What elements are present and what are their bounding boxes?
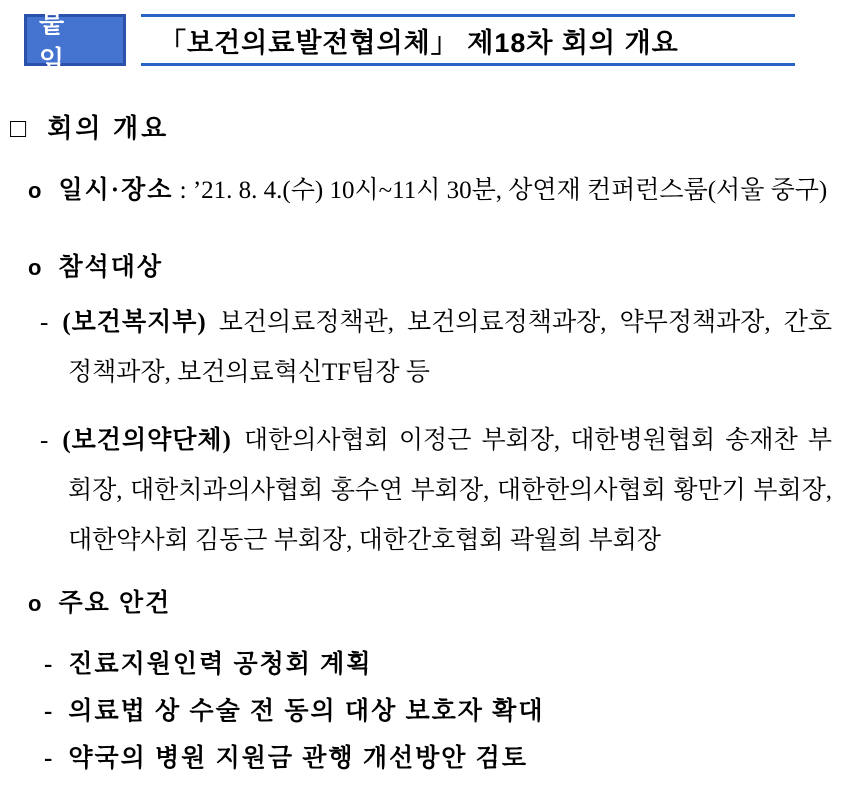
square-bullet-icon: □: [10, 113, 30, 143]
agenda-item-text: 약국의 병원 지원금 관행 개선방안 검토: [68, 745, 528, 772]
agenda-item-text: 진료지원인력 공청회 계획: [68, 651, 373, 678]
agenda-label: 주요 안건: [58, 590, 172, 617]
datetime-separator: :: [173, 177, 193, 204]
datetime-value: ’21. 8. 4.(수) 10시~11시 30분, 상연재 컨퍼런스룸(서울 중구): [192, 177, 828, 204]
attendee-group-ministry: [40, 298, 832, 398]
title-box: [141, 14, 795, 66]
agenda-item: [44, 697, 844, 727]
attendee-group-associations: [40, 416, 832, 566]
agenda-item-text: 의료법 상 수술 전 동의 대상 보호자 확대: [68, 698, 545, 725]
agenda-item: [44, 744, 844, 774]
datetime-location-line: [28, 175, 844, 210]
document-title: 「보건의료발전협의체」 제18차 회의 개요: [159, 27, 679, 58]
attendees-label: 참석대상: [58, 254, 164, 281]
dash-bullet-icon: -: [40, 427, 49, 454]
dash-bullet-icon: -: [44, 745, 55, 772]
document-header: [24, 8, 795, 75]
agenda-heading-line: [28, 588, 844, 620]
attendees-heading-line: [28, 252, 844, 284]
attendee-group-org: (보건의약단체): [62, 427, 232, 454]
section-meeting-overview: [10, 112, 844, 145]
dash-bullet-icon: -: [44, 698, 55, 725]
attendee-group-members: 대한의사협회 이정근 부회장, 대한병원협회 송재찬 부회장, 대한치과의사협회 홍수연 부회장, 대한한의사협회 황만기 부회장, 대한약사회 김동근 부회장, 대한간호협회 곽월희 부회장: [68, 427, 832, 554]
dash-bullet-icon: -: [40, 309, 49, 336]
document-page: [0, 8, 844, 797]
circle-bullet-icon: o: [28, 178, 42, 203]
datetime-location-text: [58, 175, 827, 210]
circle-bullet-icon: o: [28, 255, 42, 280]
attendee-group-members: 보건의료정책관, 보건의료정책과장, 약무정책과장, 간호정책과장, 보건의료혁신TF팀장 등: [68, 309, 832, 386]
dash-bullet-icon: -: [44, 651, 55, 678]
attachment-badge-label: 붙 임: [39, 8, 77, 75]
attachment-badge: [24, 8, 126, 75]
circle-bullet-icon: o: [28, 591, 42, 616]
agenda-item: [44, 650, 844, 680]
datetime-label: 일시·장소: [58, 177, 174, 204]
section-title: 회의 개요: [47, 114, 170, 143]
attendee-group-org: (보건복지부): [62, 309, 207, 336]
